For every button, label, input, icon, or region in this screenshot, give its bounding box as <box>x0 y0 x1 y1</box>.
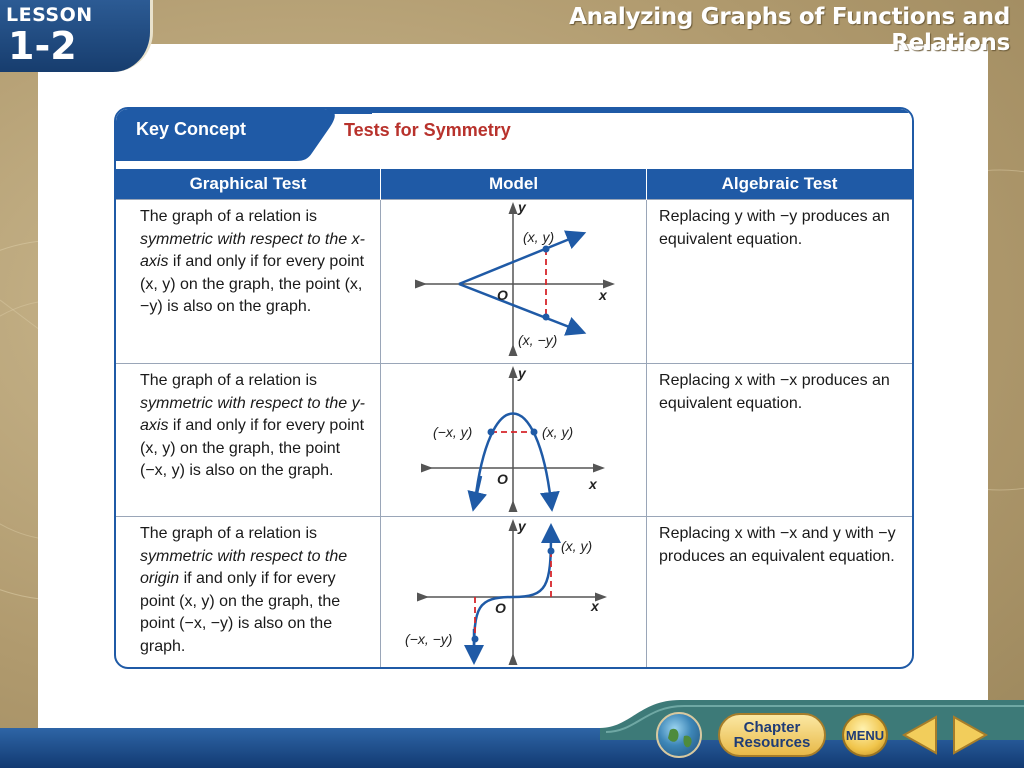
model-cell <box>381 517 647 668</box>
desc-text: The graph of a relation is <box>140 208 317 225</box>
key-concept-title: Tests for Symmetry <box>344 120 511 140</box>
graphical-test-cell <box>116 517 381 668</box>
point-a-label: (x, y) <box>542 424 574 440</box>
algebraic-test-cell <box>647 517 912 668</box>
previous-button[interactable] <box>900 714 940 756</box>
algebraic-test-cell <box>647 200 912 364</box>
point-b <box>488 429 495 436</box>
graphical-test-text <box>116 364 380 483</box>
symmetry-table <box>116 169 912 667</box>
point-b <box>472 636 479 643</box>
algebraic-test-text: Replacing y with −y produces an equivalent equation. <box>659 208 890 248</box>
model-cell <box>381 364 647 517</box>
algebraic-test-text: Replacing x with −x and y with −y produces an equivalent equation. <box>659 525 896 565</box>
graph-lower-ray <box>459 284 577 330</box>
chapter-label-line2: Resources <box>733 734 811 751</box>
graphical-test-cell <box>116 364 381 517</box>
desc-italic: symmetric with respect to the y-axis <box>140 394 365 434</box>
point-a-label: (x, y) <box>561 538 593 554</box>
origin-symmetry-model <box>381 517 646 667</box>
key-concept-label: Key Concept <box>136 119 247 139</box>
lesson-word: LESSON <box>6 4 93 26</box>
chapter-label-line1: Chapter <box>743 719 801 736</box>
desc-italic: symmetric with respect to the origin <box>140 547 348 587</box>
table-row <box>116 200 912 364</box>
point-b-label: (−x, y) <box>433 424 473 440</box>
arrow-right-icon <box>950 714 990 756</box>
point-a-label: (x, y) <box>523 229 555 245</box>
column-header-model: Model <box>381 169 647 200</box>
globe-button[interactable] <box>656 712 702 758</box>
lesson-number: 1-2 <box>8 24 77 68</box>
x-axis-label: x <box>599 287 607 303</box>
graphical-test-cell <box>116 200 381 364</box>
y-axis-label: y <box>518 518 526 534</box>
desc-text: if and only if for every point (x, y) on the graph, the point (−x, −y) is also on the graph. <box>140 570 341 655</box>
table-row <box>116 517 912 668</box>
chapter-resources-button[interactable] <box>718 713 826 757</box>
algebraic-test-text: Replacing x with −x produces an equivalent equation. <box>659 372 890 412</box>
y-axis-symmetry-model <box>381 364 646 516</box>
desc-text: if and only if for every point (x, y) on the graph, the point (−x, y) is also on the graph. <box>140 417 365 479</box>
page-title: Analyzing Graphs of Functions and Relations <box>569 4 1010 56</box>
lesson-tab <box>0 0 153 72</box>
graphical-test-text <box>116 200 380 319</box>
table-row <box>116 364 912 517</box>
y-axis-label: y <box>518 365 526 381</box>
menu-button[interactable]: MENU <box>842 713 888 757</box>
desc-text: The graph of a relation is <box>140 372 317 389</box>
next-button[interactable] <box>950 714 990 756</box>
origin-label: O <box>495 600 506 616</box>
column-header-graphical: Graphical Test <box>116 169 381 200</box>
column-header-algebraic: Algebraic Test <box>647 169 912 200</box>
point-b <box>543 314 550 321</box>
algebraic-test-cell <box>647 364 912 517</box>
x-axis-label: x <box>589 476 597 492</box>
key-concept-box <box>114 107 914 669</box>
desc-italic: symmetric with respect to the x-axis <box>140 230 365 270</box>
y-axis-label: y <box>518 200 526 215</box>
point-b-label: (x, −y) <box>518 332 558 348</box>
point-a <box>548 548 555 555</box>
key-concept-header <box>116 109 912 167</box>
point-a <box>543 246 550 253</box>
origin-label: O <box>497 287 508 303</box>
point-a <box>531 429 538 436</box>
graph-upper-ray <box>459 236 577 284</box>
origin-label: O <box>497 471 508 487</box>
x-axis-symmetry-model <box>381 200 646 363</box>
model-cell <box>381 200 647 364</box>
globe-icon <box>658 714 704 760</box>
desc-text: if and only if for every point (x, y) on the graph, the point (x, −y) is also on the graph. <box>140 253 365 315</box>
arrow-left-icon <box>900 714 940 756</box>
point-b-label: (−x, −y) <box>405 631 453 647</box>
desc-text: The graph of a relation is <box>140 525 317 542</box>
x-axis-label: x <box>591 598 599 614</box>
graphical-test-text <box>116 517 380 658</box>
